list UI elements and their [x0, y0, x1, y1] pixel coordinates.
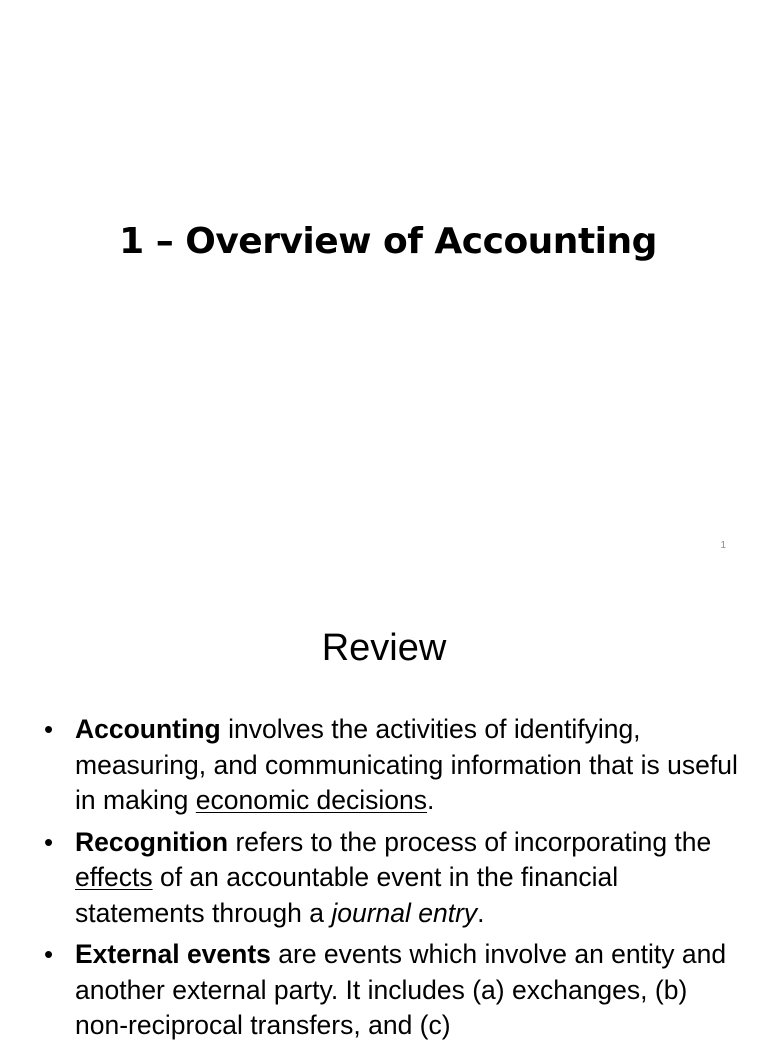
bullet-dot-icon: • — [44, 714, 54, 744]
bullet-text: involves the activities of identifying, measuring, and communicating information that is useful in making — [75, 714, 738, 815]
bullet-underlined-text: economic decisions — [195, 785, 428, 815]
bullet-term: Accounting — [75, 714, 221, 744]
bullet-term: External events — [75, 939, 271, 969]
bullet-list — [0, 712, 768, 1050]
bullet-text: are events which involve an entity and another external party. It includes (a) exchanges, (b) non-reciprocal transfers, and (c) — [75, 939, 727, 1040]
slide-title: 1 – Overview of Accounting — [119, 221, 657, 262]
bullet-text: . — [427, 785, 435, 815]
bullet-recognition — [0, 825, 768, 932]
bullet-external-events — [0, 937, 768, 1044]
bullet-underlined-text: effects — [75, 862, 153, 892]
bullet-dot-icon: • — [44, 826, 54, 857]
slide-title: Review — [321, 627, 447, 669]
bullet-text: of an accountable event in the financial statements through a — [75, 862, 619, 928]
bullet-text: . — [477, 897, 485, 928]
bullet-term: Recognition — [75, 826, 229, 857]
slide-number: 1 — [720, 540, 726, 551]
bullet-dot-icon: • — [44, 939, 54, 969]
bullet-accounting — [0, 712, 768, 819]
slide-2 — [0, 574, 768, 1040]
bullet-text: refers to the process of incorporating the — [228, 826, 712, 857]
bullet-italic-text: journal entry — [331, 897, 478, 928]
